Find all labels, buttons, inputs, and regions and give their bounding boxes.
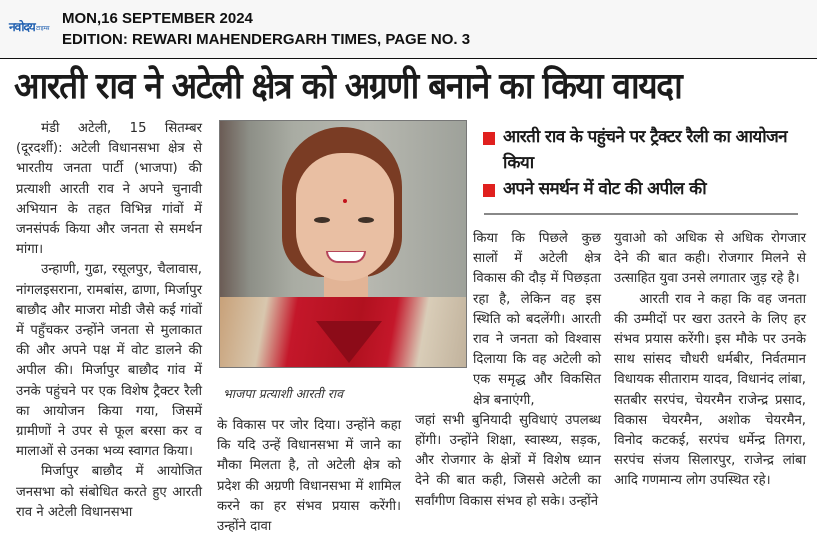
photo-smile <box>326 251 366 263</box>
paragraph: मंडी अटेली, 15 सितम्बर (दूरदर्शी): अटेली विधानसभा क्षेत्र से भारतीय जनता पार्टी (भाजपा) की प्रत्याशी आरती राव ने अपने चुनावी अभियान के तहत विभिन्न गांवों में जनसंपर्क किया और जनता से समर्थन मांगा। <box>16 121 202 258</box>
highlight-item <box>483 124 813 176</box>
photo-bindi <box>343 199 347 203</box>
clipping-header <box>0 0 817 59</box>
paragraph: जहां सभी बुनियादी सुविधाएं उपलब्ध होंगी। उन्होंने शिक्षा, स्वास्थ्य, सड़क, और रोजगार के क्षेत्रों में विशेष ध्यान देने की बात कही, जिससे अटेली का सर्वांगीण विकास संभव हो सके। उन्होंने <box>415 412 601 509</box>
paragraph: मिर्जापुर बाछौद में आयोजित जनसभा को संबोधित करते हुए आरती राव ने अटेली विधानसभा <box>16 464 202 520</box>
paragraph: आरती राव ने कहा कि वह जनता की उम्मीदों पर खरा उतरने के लिए हर संभव प्रयास करेंगी। इस मौके पर उनके साथ सांसद चौधरी धर्मबीर, निर्वतमान विधायक सीताराम यादव, विधानंद लांबा, सतबीर सरपंच, चेयरमैन राजेन्द्र प्रसाद, विकास चेयरमैन, अशोक चेयरमैन, विनोद कटकई, सरपंच धर्मेन्द्र तिगरा, सरपंच संजय सिलारपुर, राजेन्द्र लांबा आदि गणमान्य लोग उपस्थित रहे। <box>614 291 806 489</box>
article-column-4 <box>614 229 806 492</box>
photo-face <box>296 153 394 281</box>
article-column-3 <box>415 229 601 512</box>
article-highlights <box>483 124 813 202</box>
article-column-1 <box>16 119 202 523</box>
paragraph: के विकास पर जोर दिया। उन्होंने कहा कि यदि उन्हें विधानसभा में जाने का मौका मिलता है, तो अटेली क्षेत्र को प्रदेश की अग्रणी विधानसभा में शामिल करने का हर संभव प्रयास करेंगी। उन्होंने दावा <box>217 418 401 535</box>
paragraph: किया कि पिछले कुछ सालों में अटेली क्षेत्र विकास की दौड़ में पिछड़ता रहा है, लेकिन वह इस स्थिति को बदलेंगी। आरती राव ने जनता को विश्वास दिलाया कि वह अटेली को एक समृद्ध और विकसित क्षेत्र बनाएंगी, <box>473 231 601 408</box>
logo-text: नवोदय <box>9 20 35 34</box>
article-column-2 <box>217 416 401 537</box>
highlight-text: अपने समर्थन में वोट की अपील की <box>503 179 707 199</box>
red-square-bullet-icon <box>483 132 495 145</box>
article-headline: आरती राव ने अटेली क्षेत्र को अग्रणी बनाने का किया वायदा <box>14 66 682 107</box>
highlight-text: आरती राव के पहुंचने पर ट्रैक्टर रैली का आयोजन किया <box>503 127 787 173</box>
paragraph: युवाओ को अधिक से अधिक रोगजार देने की बात कही। रोजगार मिलने से उत्साहित युवा उनसे लगातार जुड़ रहे है। <box>614 231 806 287</box>
edition-label: EDITION: REWARI MAHENDERGARH TIMES, PAGE NO. 3 <box>62 31 471 48</box>
logo-subtext: टाइम्स <box>36 25 50 32</box>
newspaper-logo <box>9 16 53 38</box>
red-square-bullet-icon <box>483 184 495 197</box>
publication-date: MON,16 SEPTEMBER 2024 <box>62 10 253 27</box>
edition-info <box>62 8 470 50</box>
paragraph: उन्हाणी, गुढा, रसूलपुर, चैलावास, नांगलइसराना, रामबांस, ढाणा, मिर्जापुर बाछौद और माजरा मोडी जैसे कई गांवों में पहुँचकर उन्होंने जनता से मुलाकात की और अपने पक्ष में वोट डालने की अपील की। मिर्जापुर बाछौद गांव में उनके पहुंचने पर एक विशेष ट्रैक्टर रैली का आयोजन किया गया, जिसमें ग्रामीणों ने उपर से फूल बरसा कर व मालाओं से उनका भव्य स्वागत किया। <box>16 262 202 460</box>
highlight-item <box>483 176 813 202</box>
photo-eye <box>358 217 374 223</box>
photo-eye <box>314 217 330 223</box>
highlight-divider <box>484 213 798 215</box>
photo-caption: भाजपा प्रत्याशी आरती राव <box>223 386 344 401</box>
